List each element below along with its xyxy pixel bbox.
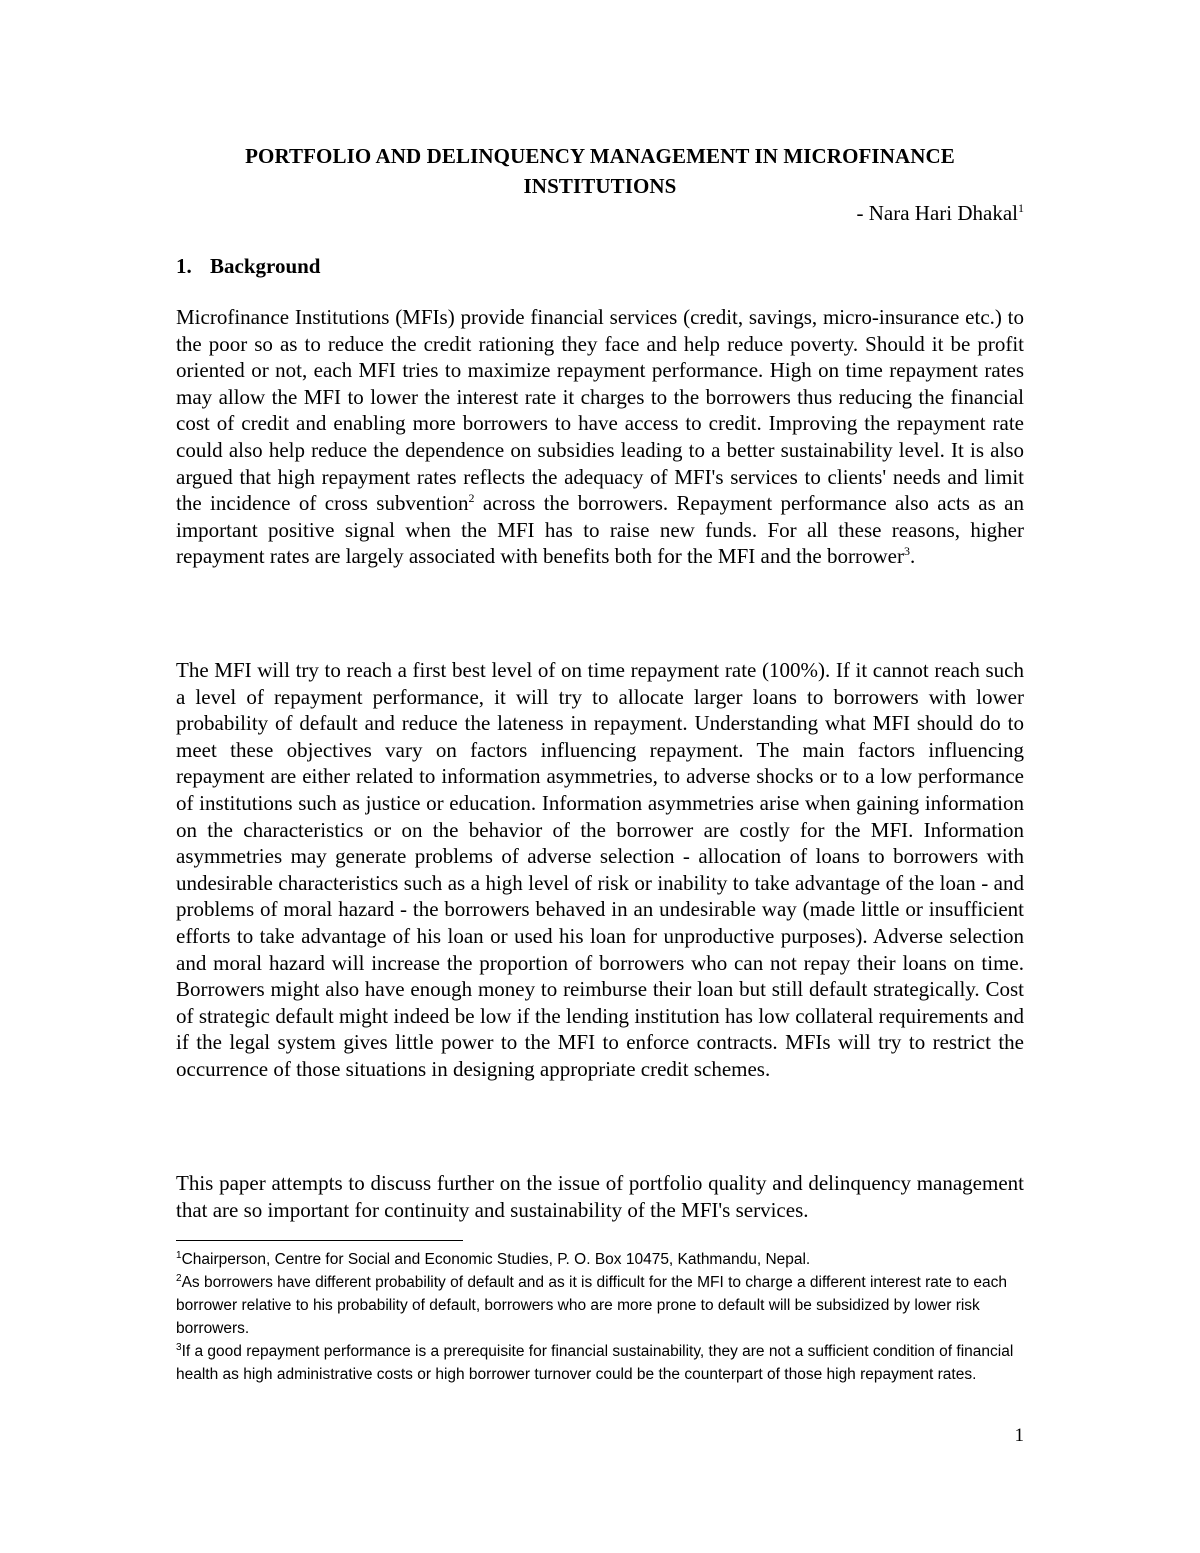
author-name: - Nara Hari Dhakal bbox=[856, 201, 1018, 225]
footnotes bbox=[176, 1248, 1024, 1386]
section-title: Background bbox=[210, 254, 321, 278]
footnote-2-text: As borrowers have different probability of default and as it is difficult for the MFI to charge a different interest rate to each borrower relative to his probability of default, borrowers who are more prone to default will be subsidized by lower risk borrowers. bbox=[176, 1274, 1007, 1337]
section-heading bbox=[176, 252, 321, 280]
paragraph-3: This paper attempts to discuss further on the issue of portfolio quality and delinquency management that are so important for continuity and sustainability of the MFI's services. bbox=[176, 1171, 1024, 1222]
paragraph-1 bbox=[176, 304, 1024, 570]
footnote-3-text: If a good repayment performance is a prerequisite for financial sustainability, they are not a sufficient condition of financial health as high administrative costs or high borrower turnover could be the counterpart of those high repayment rates. bbox=[176, 1343, 1014, 1383]
paragraph-1-text-a: Microfinance Institutions (MFIs) provide financial services (credit, savings, micro-insurance etc.) to the poor so as to reduce the credit rationing they face and help reduce poverty. Should it be profit oriented or not, each MFI tries to maximize repayment performance. High on time repayment rates may allow the MFI to lower the interest rate it charges to the borrowers thus reducing the financial cost of credit and enabling more borrowers to have access to credit. Improving the repayment rate could also help reduce the dependence on subsidies leading to a better sustainability level. It is also argued that high repayment rates reflects the adequacy of MFI's services to clients' needs and limit the incidence of cross subvention bbox=[176, 305, 1024, 516]
footnote-ref-2: 2 bbox=[468, 491, 475, 506]
author-footnote-mark: 1 bbox=[1018, 201, 1024, 215]
footnote-ref-3: 3 bbox=[903, 544, 910, 559]
author-line bbox=[857, 199, 1025, 227]
footnote-separator bbox=[176, 1240, 463, 1241]
document-title: PORTFOLIO AND DELINQUENCY MANAGEMENT IN MICROFINANCE INSTITUTIONS bbox=[245, 144, 955, 198]
footnote-1-mark: 1 bbox=[176, 1249, 182, 1261]
paragraph-2: The MFI will try to reach a first best level of on time repayment rate (100%). If it cannot reach such a level of repayment performance, it will try to allocate larger loans to borrowers with lower probability of default and reduce the lateness in repayment. Understanding what MFI should do to meet these objectives vary on factors influencing repayment. The main factors influencing repayment are either related to information asymmetries, to adverse shocks or to a low performance of institutions such as justice or education. Information asymmetries arise when gaining information on the characteristics or on the behavior of the borrower are costly for the MFI. Information asymmetries may generate problems of adverse selection - allocation of loans to borrowers with undesirable characteristics such as a high level of risk or inability to take advantage of the loan - and problems of moral hazard - the borrowers behaved in an undesirable way (made little or insufficient efforts to take advantage of his loan or used his loan for unproductive purposes). Adverse selection and moral hazard will increase the proportion of borrowers who can not repay their loans on time. Borrowers might also have enough money to reimburse their loan but still default strategically. Cost of strategic default might indeed be low if the lending institution has low collateral requirements and if the legal system gives little power to the MFI to enforce contracts. MFIs will try to restrict the occurrence of those situations in designing appropriate credit schemes. bbox=[176, 658, 1024, 1081]
footnote-3 bbox=[176, 1340, 1024, 1386]
footnote-2-mark: 2 bbox=[176, 1272, 182, 1284]
section-number: 1. bbox=[176, 254, 192, 278]
footnote-1-text: Chairperson, Centre for Social and Economic Studies, P. O. Box 10475, Kathmandu, Nepal. bbox=[181, 1251, 811, 1268]
page-number: 1 bbox=[1014, 1425, 1024, 1446]
footnote-3-mark: 3 bbox=[176, 1341, 182, 1353]
footnote-1 bbox=[176, 1248, 1024, 1271]
paragraph-1-text-c: . bbox=[909, 544, 916, 569]
paragraph-1-text-b: across the borrowers. Repayment performance also acts as an important positive signal when the MFI has to raise new funds. For all these reasons, higher repayment rates are largely associated with benefits both for the MFI and the borrower bbox=[176, 491, 1024, 569]
footnote-2 bbox=[176, 1271, 1024, 1340]
